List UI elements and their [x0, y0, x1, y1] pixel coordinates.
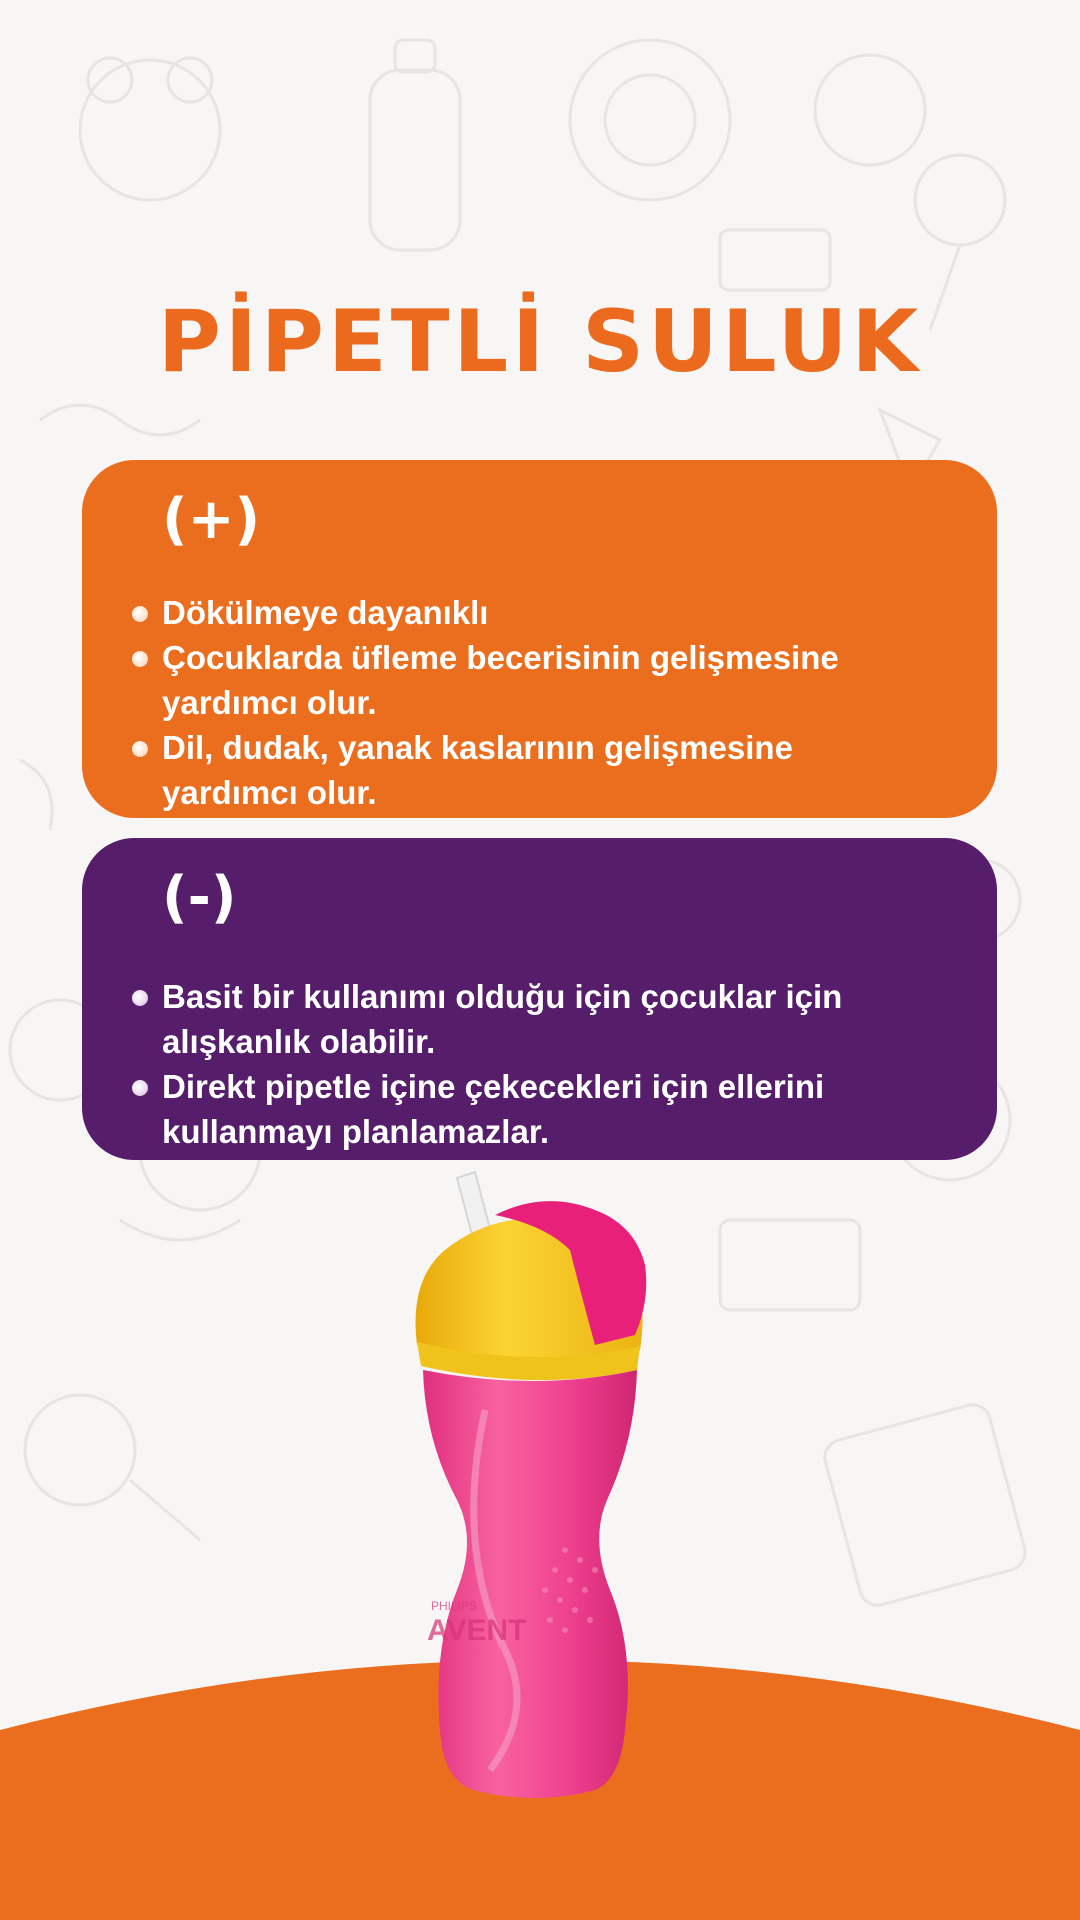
cons-card — [82, 838, 997, 1160]
pros-item-text: Dil, dudak, yanak kaslarının gelişmesine yardımcı olur. — [162, 729, 793, 811]
cons-list — [162, 974, 937, 1154]
bullet-icon — [132, 651, 148, 667]
bullet-icon — [132, 606, 148, 622]
page-title: PİPETLİ SULUK — [157, 292, 923, 392]
cons-item-text: Basit bir kullanımı olduğu için çocuklar için alışkanlık olabilir. — [162, 978, 843, 1060]
bullet-icon — [132, 1080, 148, 1096]
cons-symbol: (-) — [162, 865, 237, 930]
bullet-icon — [132, 990, 148, 1006]
list-item — [162, 1064, 937, 1154]
list-item — [162, 974, 937, 1064]
cup-body — [423, 1370, 637, 1798]
brand-logo: AVENT — [427, 1614, 527, 1647]
pros-symbol: (+) — [162, 487, 261, 552]
pros-item-text: Çocuklarda üfleme becerisinin gelişmesine yardımcı olur. — [162, 639, 839, 721]
sippy-cup-illustration — [395, 1170, 675, 1810]
list-item — [162, 725, 937, 815]
pros-list — [162, 590, 937, 815]
cons-item-text: Direkt pipetle içine çekecekleri için ellerini kullanmayı planlamazlar. — [162, 1068, 825, 1150]
pros-item-text: Dökülmeye dayanıklı — [162, 594, 489, 631]
list-item — [162, 590, 937, 635]
bullet-icon — [132, 741, 148, 757]
list-item — [162, 635, 937, 725]
pros-card — [82, 460, 997, 818]
brand-name: PHILIPS — [431, 1599, 478, 1613]
